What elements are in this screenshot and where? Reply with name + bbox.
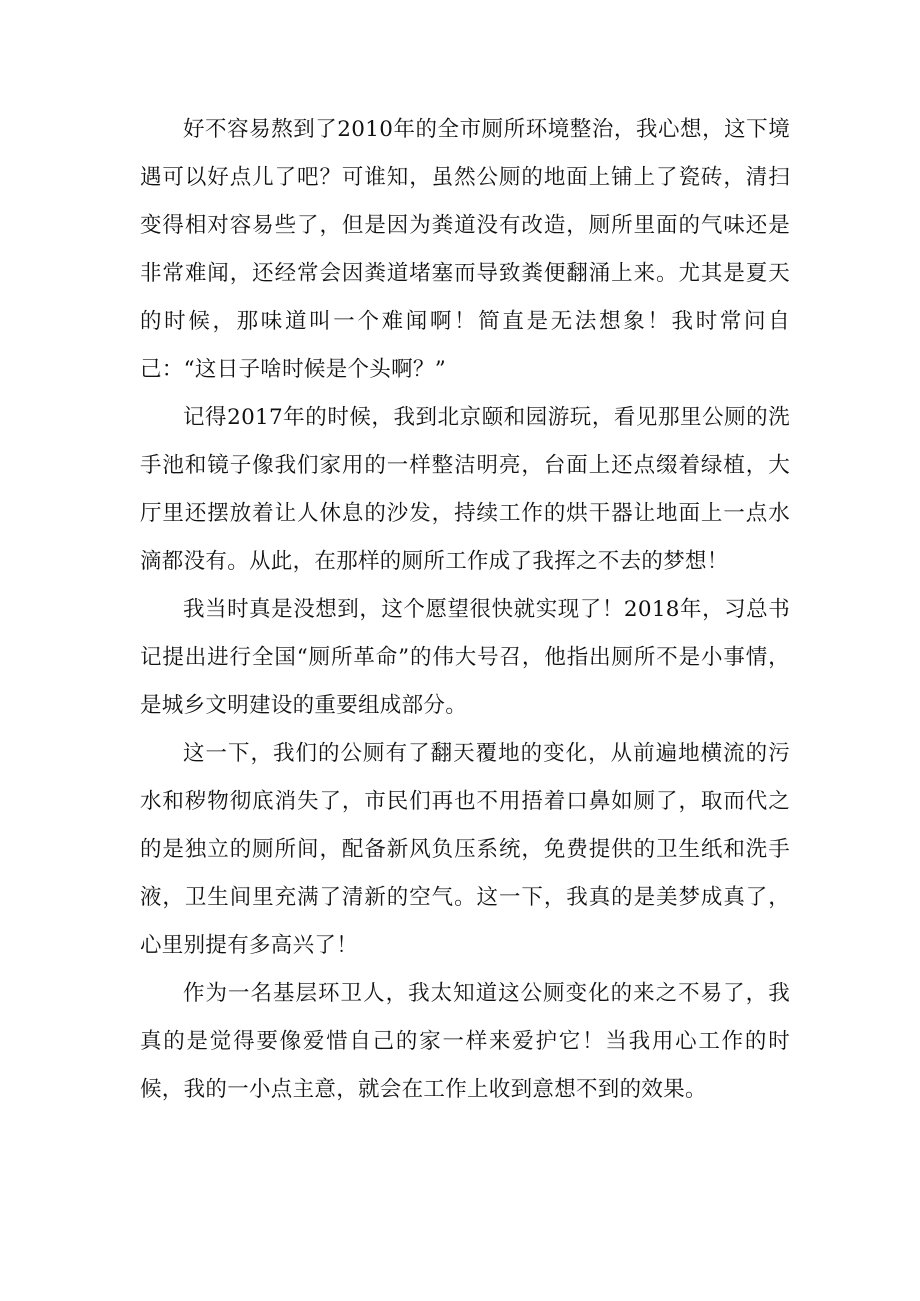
paragraph-4: 这一下，我们的公厕有了翻天覆地的变化，从前遍地横流的污水和秽物彻底消失了，市民们再也不用捂着口鼻如厕了，取而代之的是独立的厕所间，配备新风负压系统，免费提供的卫生纸和洗手液，卫生间里充满了清新的空气。这一下，我真的是美梦成真了，心里别提有多高兴了！ xyxy=(140,741,790,958)
paragraph-1: 好不容易熬到了2010年的全市厕所环境整治，我心想，这下境遇可以好点儿了吧？可谁知，虽然公厕的地面上铺上了瓷砖，清扫变得相对容易些了，但是因为粪道没有改造，厕所里面的气味还是非常难闻，还经常会因粪道堵塞而导致粪便翻涌上来。尤其是夏天的时候，那味道叫一个难闻啊！简直是无法想象！我时常问自己：“这日子啥时候是个头啊？” xyxy=(140,117,790,382)
paragraph-2: 记得2017年的时候，我到北京颐和园游玩，看见那里公厕的洗手池和镜子像我们家用的一样整洁明亮，台面上还点缀着绿植，大厅里还摆放着让人休息的沙发，持续工作的烘干器让地面上一点水滴都没有。从此，在那样的厕所工作成了我挥之不去的梦想！ xyxy=(140,405,790,574)
document-body xyxy=(140,106,790,1114)
paragraph-5: 作为一名基层环卫人，我太知道这公厕变化的来之不易了，我真的是觉得要像爱惜自己的家一样来爱护它！当我用心工作的时候，我的一小点主意，就会在工作上收到意想不到的效果。 xyxy=(140,981,790,1102)
paragraph-3: 我当时真是没想到，这个愿望很快就实现了！2018年，习总书记提出进行全国“厕所革命”的伟大号召，他指出厕所不是小事情，是城乡文明建设的重要组成部分。 xyxy=(140,597,790,718)
